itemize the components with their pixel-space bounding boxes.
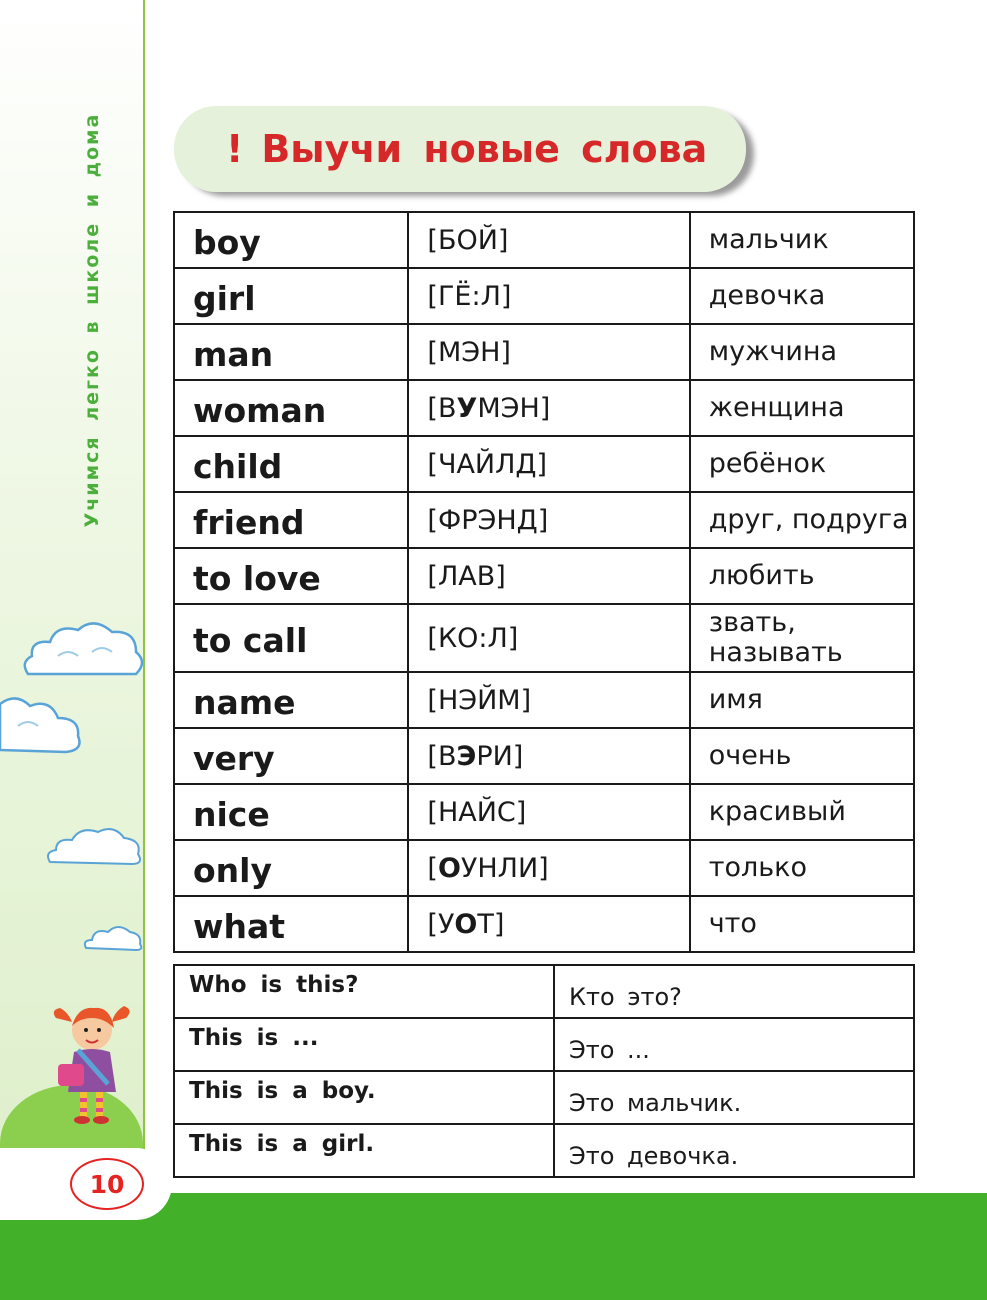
english-word: friend <box>174 492 408 548</box>
english-phrase: This is a girl. <box>174 1124 554 1177</box>
english-word: woman <box>174 380 408 436</box>
transcription-part: РИ] <box>476 740 524 772</box>
phrases-table <box>173 964 915 1178</box>
sidebar <box>0 0 145 1150</box>
english-word: boy <box>174 212 408 268</box>
transcription <box>408 896 689 952</box>
transcription-part: [ГЁ:Л] <box>427 280 512 312</box>
russian-translation: очень <box>690 728 914 784</box>
stressed-vowel: Э <box>456 740 477 772</box>
girl-illustration <box>48 1000 138 1125</box>
table-row <box>174 840 914 896</box>
transcription-part: УНЛИ] <box>460 852 549 884</box>
russian-translation: любить <box>690 548 914 604</box>
transcription-part: [ФРЭНД] <box>427 504 549 536</box>
english-phrase: This is ... <box>174 1018 554 1071</box>
title-text: Выучи новые слова <box>261 127 708 171</box>
table-row <box>174 380 914 436</box>
english-phrase: This is a boy. <box>174 1071 554 1124</box>
table-row <box>174 728 914 784</box>
russian-translation: девочка <box>690 268 914 324</box>
english-word: child <box>174 436 408 492</box>
english-word: very <box>174 728 408 784</box>
russian-translation: мужчина <box>690 324 914 380</box>
vocabulary-table <box>173 211 915 953</box>
transcription <box>408 604 689 672</box>
table-row <box>174 1018 914 1071</box>
table-row <box>174 965 914 1018</box>
transcription <box>408 784 689 840</box>
transcription <box>408 380 689 436</box>
cloud-icon <box>82 920 144 954</box>
russian-translation: только <box>690 840 914 896</box>
russian-phrase: Кто это? <box>554 965 914 1018</box>
russian-phrase: Это ... <box>554 1018 914 1071</box>
page-number: 10 <box>70 1158 144 1210</box>
stressed-vowel: О <box>454 908 478 940</box>
transcription-part: Т] <box>477 908 505 940</box>
transcription-part: [В <box>427 740 457 772</box>
transcription <box>408 324 689 380</box>
english-word: nice <box>174 784 408 840</box>
transcription <box>408 728 689 784</box>
russian-translation: ребёнок <box>690 436 914 492</box>
transcription-part: [НАЙС] <box>427 796 527 828</box>
table-row <box>174 268 914 324</box>
page-title <box>226 127 707 171</box>
transcription <box>408 672 689 728</box>
english-phrase: Who is this? <box>174 965 554 1018</box>
russian-translation: мальчик <box>690 212 914 268</box>
transcription-part: [ЛАВ] <box>427 560 506 592</box>
english-word: name <box>174 672 408 728</box>
stressed-vowel: О <box>437 852 461 884</box>
english-word: only <box>174 840 408 896</box>
title-exclamation: ! <box>226 127 244 171</box>
cloud-icon <box>44 822 144 870</box>
cloud-icon <box>0 690 84 762</box>
table-row <box>174 604 914 672</box>
transcription-part: [ <box>427 852 438 884</box>
table-row <box>174 492 914 548</box>
stressed-vowel: У <box>456 392 478 424</box>
english-word: to call <box>174 604 408 672</box>
english-word: what <box>174 896 408 952</box>
russian-translation: имя <box>690 672 914 728</box>
transcription <box>408 212 689 268</box>
table-row <box>174 672 914 728</box>
transcription-part: [У <box>427 908 455 940</box>
russian-translation: друг, подруга <box>690 492 914 548</box>
transcription <box>408 492 689 548</box>
table-row <box>174 1124 914 1177</box>
english-word: man <box>174 324 408 380</box>
table-row <box>174 1071 914 1124</box>
cloud-icon <box>18 612 146 688</box>
english-word: to love <box>174 548 408 604</box>
transcription-part: [МЭН] <box>427 336 511 368</box>
transcription-part: [БОЙ] <box>427 224 509 256</box>
table-row <box>174 548 914 604</box>
russian-translation: женщина <box>690 380 914 436</box>
transcription-part: [ЧАЙЛД] <box>427 448 548 480</box>
transcription <box>408 840 689 896</box>
transcription <box>408 548 689 604</box>
sidebar-caption: Учимся легко в школе и дома <box>81 112 103 528</box>
russian-translation: что <box>690 896 914 952</box>
russian-translation: звать, называть <box>690 604 914 672</box>
transcription-part: [НЭЙМ] <box>427 684 532 716</box>
transcription-part: МЭН] <box>477 392 551 424</box>
transcription-part: [В <box>427 392 457 424</box>
transcription <box>408 268 689 324</box>
table-row <box>174 436 914 492</box>
table-row <box>174 324 914 380</box>
russian-translation: красивый <box>690 784 914 840</box>
transcription <box>408 436 689 492</box>
table-row <box>174 784 914 840</box>
title-banner <box>174 106 746 192</box>
russian-phrase: Это мальчик. <box>554 1071 914 1124</box>
table-row <box>174 896 914 952</box>
english-word: girl <box>174 268 408 324</box>
russian-phrase: Это девочка. <box>554 1124 914 1177</box>
transcription-part: [КО:Л] <box>427 622 519 654</box>
table-row <box>174 212 914 268</box>
